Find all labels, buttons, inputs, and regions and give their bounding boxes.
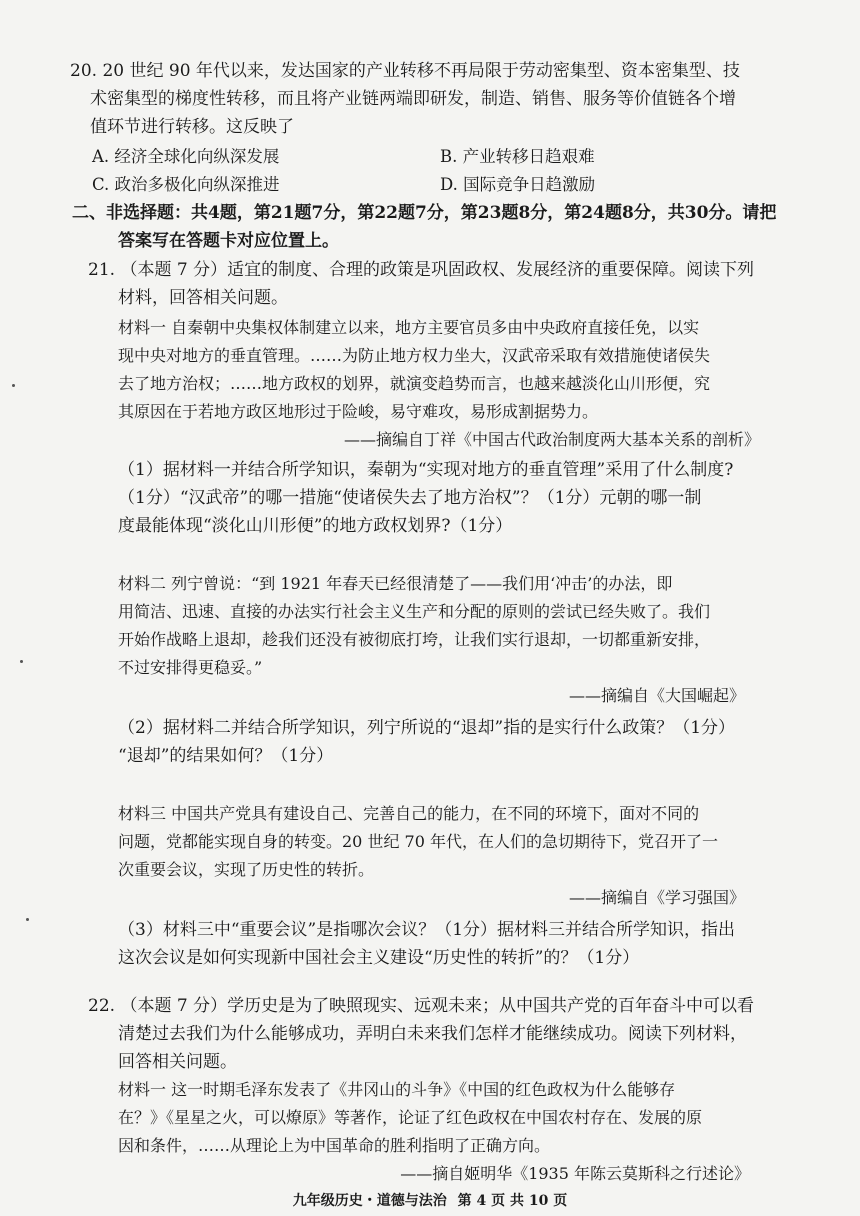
q22-material-1-source: ——摘自姬明华《1935 年陈云莫斯科之行述论》 bbox=[400, 1164, 750, 1183]
q21-subq-3-line-1: （3）材料三中“重要会议”是指哪次会议？（1分）据材料三并结合所学知识，指出 bbox=[118, 920, 736, 940]
q22-material-1-line-3: 因和条件，……从理论上为中国革命的胜利指明了正确方向。 bbox=[118, 1136, 551, 1155]
section-2-header: 二、非选择题：共4题，第21题7分，第22题7分，第23题8分，第24题8分，共30分。请把 bbox=[72, 203, 777, 223]
q21-material-3-line-3: 次重要会议，实现了历史性的转折。 bbox=[118, 860, 375, 879]
q20-option-c: C. 政治多极化向纵深推进 bbox=[92, 175, 280, 194]
q20-option-a: A. 经济全球化向纵深发展 bbox=[92, 147, 280, 166]
scan-speck bbox=[20, 660, 23, 663]
q21-material-2-line-3: 开始作战略上退却，趁我们还没有被彻底打垮，让我们实行退却，一切都重新安排， bbox=[118, 630, 711, 649]
q21-material-3-line-1: 材料三 中国共产党具有建设自己、完善自己的能力，在不同的环境下，面对不同的 bbox=[118, 804, 700, 823]
footer-page-number: 第 4 页 共 10 页 bbox=[457, 1193, 568, 1209]
q21-subq-3-line-2: 这次会议是如何实现新中国社会主义建设“历史性的转折”的？（1分） bbox=[118, 948, 640, 968]
q21-intro-1: 21. （本题 7 分）适宜的制度、合理的政策是巩固政权、发展经济的重要保障。阅读下列 bbox=[88, 260, 755, 280]
scan-speck bbox=[26, 918, 29, 921]
q21-subq-1-line-3: 度最能体现“淡化山川形便”的地方政权划界?（1分） bbox=[118, 516, 513, 536]
q22-material-1-line-1: 材料一 这一时期毛泽东发表了《井冈山的斗争》《中国的红色政权为什么能够存 bbox=[118, 1080, 676, 1099]
q20-line-2: 术密集型的梯度性转移，而且将产业链两端即研发，制造、销售、服务等价值链各个增 bbox=[90, 89, 736, 109]
q20-line-1: 20. 20 世纪 90 年代以来，发达国家的产业转移不再局限于劳动密集型、资本密集型、技 bbox=[70, 61, 740, 81]
q21-subq-1-line-1: （1）据材料一并结合所学知识，秦朝为“实现对地方的垂直管理”采用了什么制度? bbox=[118, 460, 734, 480]
q20-option-b: B. 产业转移日趋艰难 bbox=[440, 147, 595, 166]
q21-material-1-line-2: 现中央对地方的垂直管理。……为防止地方权力坐大，汉武帝采取有效措施使诸侯失 bbox=[118, 346, 711, 365]
q21-material-2-line-1: 材料二 列宁曾说：“到 1921 年春天已经很清楚了——我们用‘冲击’的办法，即 bbox=[118, 574, 673, 593]
q21-material-2-source: ——摘编自《大国崛起》 bbox=[568, 686, 745, 705]
q21-material-2-line-2: 用简洁、迅速、直接的办法实行社会主义生产和分配的原则的尝试已经失败了。我们 bbox=[118, 602, 711, 621]
q21-material-1-line-1: 材料一 自秦朝中央集权体制建立以来，地方主要官员多由中央政府直接任免，以实 bbox=[118, 318, 700, 337]
q21-material-1-line-4: 其原因在于若地方政区地形过于险峻，易守难攻，易形成割据势力。 bbox=[118, 402, 599, 421]
q20-option-d: D. 国际竞争日趋激励 bbox=[440, 175, 596, 194]
q21-material-3-source: ——摘编自《学习强国》 bbox=[568, 888, 745, 907]
q21-intro-2: 材料，回答相关问题。 bbox=[118, 288, 288, 308]
scan-speck bbox=[12, 384, 15, 387]
q22-intro-2: 清楚过去我们为什么能够成功，弄明白未来我们怎样才能继续成功。阅读下列材料， bbox=[118, 1024, 747, 1044]
q21-subq-2-line-2: “退却”的结果如何？（1分） bbox=[118, 746, 334, 766]
q21-material-3-line-2: 问题，党都能实现自身的转变。20 世纪 70 年代，在人们的急切期待下，党召开了一 bbox=[118, 832, 718, 851]
q21-material-1-source: ——摘编自丁祥《中国古代政治制度两大基本关系的剖析》 bbox=[343, 430, 760, 449]
q22-material-1-line-2: 在？》《星星之火，可以燎原》等著作，论证了红色政权在中国农村存在、发展的原 bbox=[118, 1108, 703, 1127]
page-footer bbox=[0, 1190, 860, 1210]
q21-subq-1-line-2: （1分）“汉武帝”的哪一措施“使诸侯失去了地方治权”？（1分）元朝的哪一制 bbox=[118, 488, 702, 508]
q20-line-3: 值环节进行转移。这反映了 bbox=[90, 117, 294, 137]
section-2-header-cont: 答案写在答题卡对应位置上。 bbox=[118, 231, 339, 251]
q22-intro-3: 回答相关问题。 bbox=[118, 1052, 237, 1072]
footer-subject: 九年级历史・道德与法治 bbox=[292, 1193, 447, 1209]
q21-subq-2-line-1: （2）据材料二并结合所学知识，列宁所说的“退却”指的是实行什么政策？（1分） bbox=[118, 718, 736, 738]
q22-intro-1: 22. （本题 7 分）学历史是为了映照现实、远观未来；从中国共产党的百年奋斗中可以看 bbox=[88, 996, 755, 1016]
q21-material-2-line-4: 不过安排得更稳妥。” bbox=[118, 658, 263, 677]
q21-material-1-line-3: 去了地方治权；……地方政权的划界，就演变趋势而言，也越来越淡化山川形便，究 bbox=[118, 374, 711, 393]
